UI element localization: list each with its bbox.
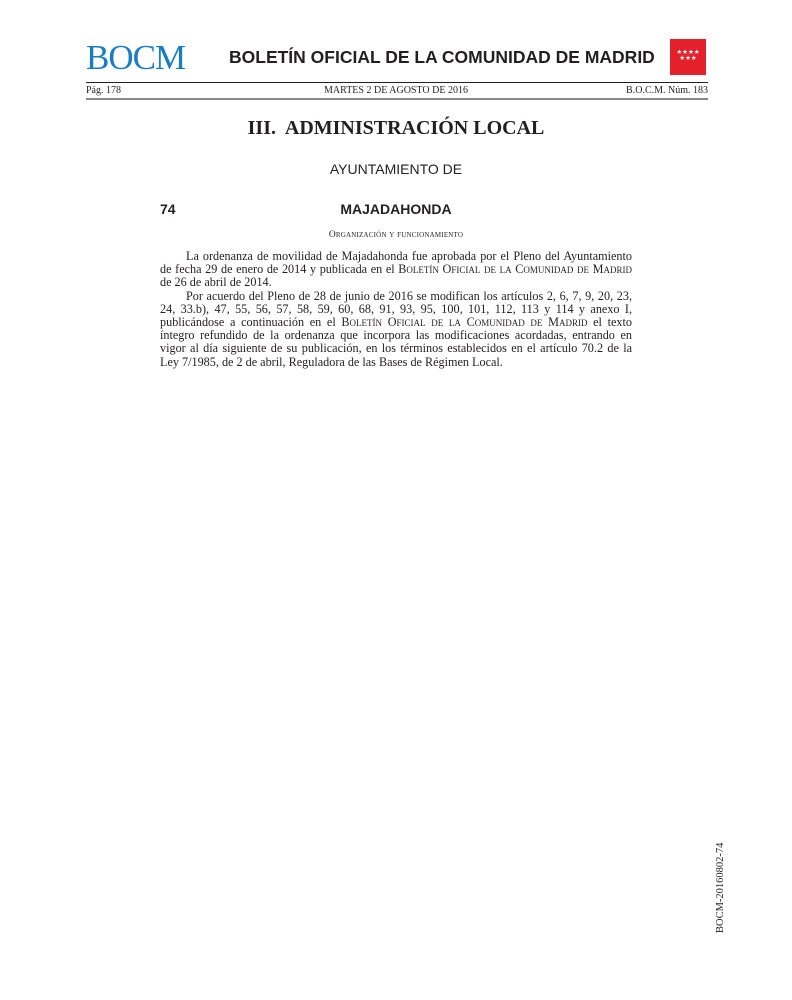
page-number: Pág. 178 [86, 85, 121, 96]
paragraph-2 [160, 290, 632, 369]
paragraph-1 [160, 250, 632, 290]
body-text [160, 250, 632, 369]
document-code: BOCM-20160802-74 [715, 842, 726, 933]
header-rule-bottom [86, 98, 708, 100]
issue-date: MARTES 2 DE AGOSTO DE 2016 [324, 85, 468, 96]
header-rule-top [86, 82, 708, 83]
madrid-flag-icon [670, 39, 706, 75]
entry-subtitle: Organización y funcionamiento [328, 230, 464, 240]
stars-icon: ★★★★ ★★★ [676, 49, 700, 62]
section-title: III. ADMINISTRACIÓN LOCAL [247, 117, 545, 139]
p1-text-b: de 26 de abril de 2014. [160, 275, 272, 290]
p2-text-b: el texto íntegro refundido de la ordenanza que incorpora las modificaciones acordadas, entrando en vigor al día siguiente de su publicación, en los términos establecidos en el artículo 70.2 de la Ley 7/1985, de 2 de abril, Reguladora de las Bases de Régimen Local. [160, 315, 632, 369]
municipality-name: MAJADAHONDA [340, 201, 452, 217]
p1-bocm-ref: Boletín Oficial de la Comunidad de Madrid [398, 262, 632, 277]
ayuntamiento-label: AYUNTAMIENTO DE [329, 161, 463, 177]
bocm-logo: BOCM [86, 38, 186, 77]
masthead-title: BOLETÍN OFICIAL DE LA COMUNIDAD DE MADRID [229, 47, 655, 67]
p2-bocm-ref: Boletín Oficial de la Comunidad de Madrid [341, 315, 588, 330]
issue-number: B.O.C.M. Núm. 183 [626, 85, 708, 96]
entry-number: 74 [160, 201, 176, 217]
p1-text-a: La ordenanza de movilidad de Majadahonda fue aprobada por el Pleno del Ayuntamiento de fecha 29 de enero de 2014 y publicada en el [160, 249, 632, 277]
p2-text-a: Por acuerdo del Pleno de 28 de junio de 2016 se modifican los artículos 2, 6, 7, 9, 20, 23, 24, 33.b), 47, 55, 56, 57, 58, 59, 60, 68, 91, 93, 95, 100, 101, 112, 113 y 114 y anexo I, publicándose a continuación en el [160, 288, 632, 330]
